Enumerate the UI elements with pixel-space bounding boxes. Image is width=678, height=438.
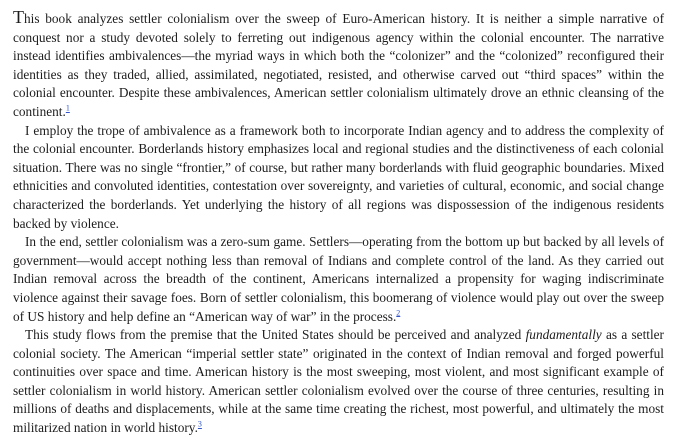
paragraph-text: his book analyzes settler colonialism over the sweep of Euro-American history. It is neither a simple narrative of conquest nor a study devoted solely to ferreting out indigenous agency within the colonial encounter. The narrative instead identifies ambivalences—the myriad ways in which both the “colonizer” and the “colonized” reconfigured their identities as they traded, allied, assimilated, negotiated, resisted, and otherwise carved out “third spaces” within the colonial encounter. Despite these ambivalences, American settler colonialism ultimately drove an ethnic cleansing of the continent. (13, 11, 664, 119)
footnote-link-3[interactable]: 3 (197, 419, 202, 429)
drop-cap: T (13, 7, 24, 27)
footnote-link-2[interactable]: 2 (396, 308, 401, 318)
paragraph-text: This study flows from the premise that the United States should be perceived and analyzed (25, 327, 526, 343)
footnote-link-1[interactable]: 1 (65, 103, 70, 113)
paragraph-1 (13, 7, 664, 122)
paragraph-text: In the end, settler colonialism was a zero-sum game. Settlers—operating from the bottom up but backed by all levels of government—would accept nothing less than removal of Indians and complete control of the land. As they carried out Indian removal across the breadth of the continent, Americans internalized a propensity for waging indiscriminate violence against their savage foes. Born of settler colonialism, this boomerang of violence would play out over the sweep of US history and help define an “American way of war” in the process. (13, 234, 664, 324)
paragraph-4 (13, 326, 664, 438)
paragraph-3 (13, 233, 664, 326)
paragraph-2 (13, 122, 664, 234)
emphasized-word: fundamentally (525, 327, 602, 343)
paragraph-text: as a settler colonial society. The American “imperial settler state” originated in the context of Indian removal and forged powerful continuities over space and time. American history is the most sweeping, most violent, and most significant example of settler colonialism in world history. American settler colonialism evolved over the course of three centuries, resulting in millions of deaths and displacements, while at the same time creating the richest, most powerful, and ultimately the most militarized nation in world history. (13, 327, 664, 436)
paragraph-text: I employ the trope of ambivalence as a framework both to incorporate Indian agency and to address the complexity of the colonial encounter. Borderlands history emphasizes local and regional studies and the distinctiveness of each colonial situation. There was no single “frontier,” of course, but rather many borderlands with fluid geographic boundaries. Mixed ethnicities and convoluted identities, contestation over sovereignty, and varieties of cultural, economic, and social change characterized the borderlands. Yet underlying the history of all regions was dispossession of the indigenous residents backed by violence. (13, 122, 664, 231)
